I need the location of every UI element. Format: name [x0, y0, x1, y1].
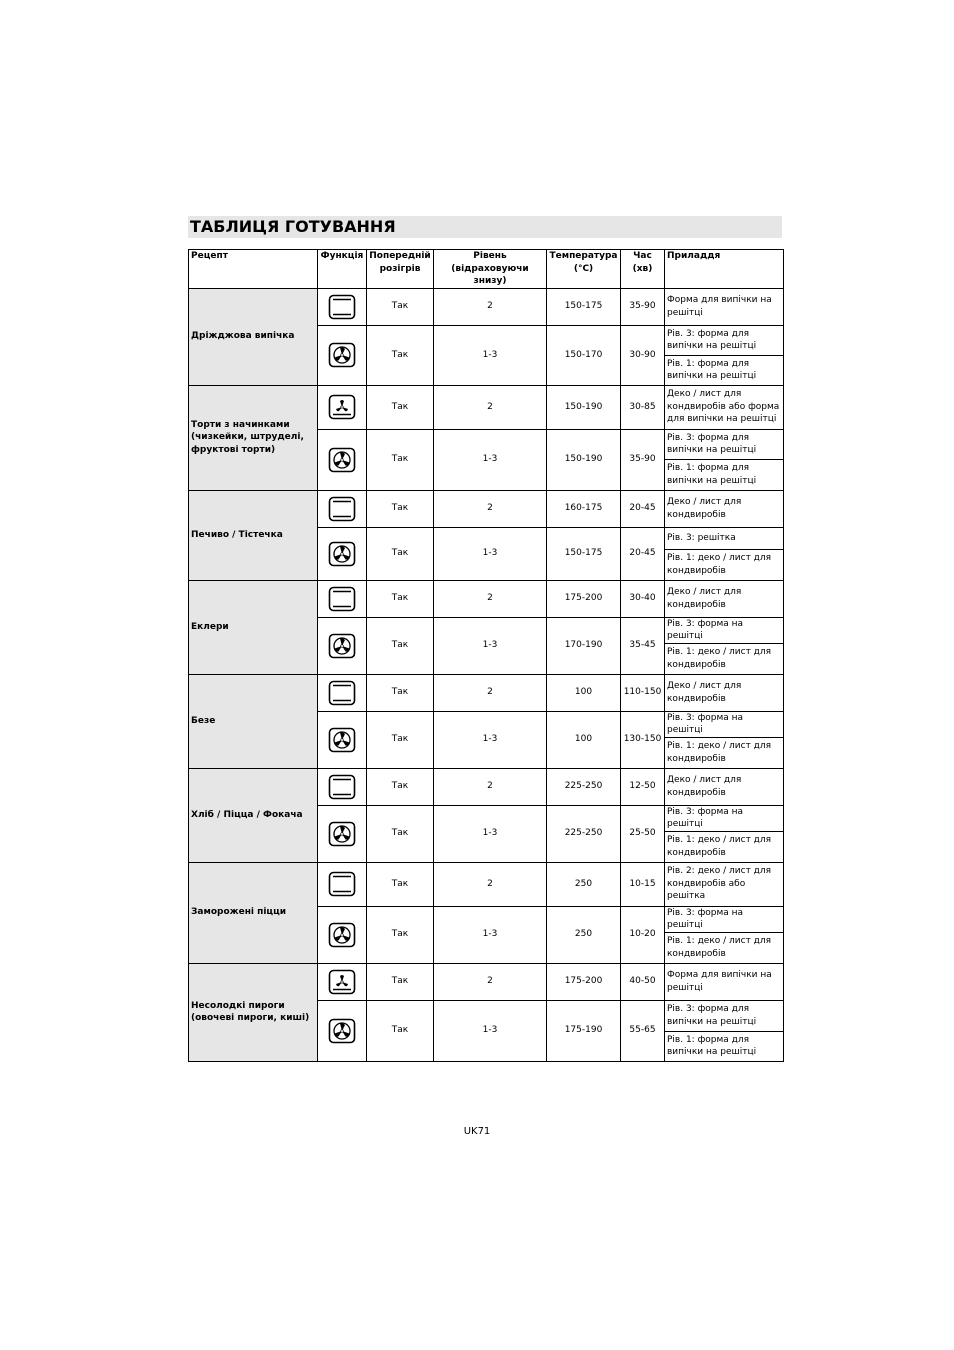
temperature-value: 100: [547, 674, 621, 711]
temperature-value: 175-200: [547, 963, 621, 1000]
conventional-oven-icon: [328, 680, 356, 706]
table-row: [189, 963, 784, 1000]
accessory-text: Деко / лист для кондвиробів: [665, 674, 784, 711]
temperature-value: 225-250: [547, 805, 621, 862]
preheat-value: Так: [367, 711, 434, 768]
preheat-value: Так: [367, 963, 434, 1000]
fan-forced-icon: [328, 541, 356, 567]
function-cell: [318, 906, 367, 963]
accessory-text: Рів. 1: деко / лист для кондвиробів: [665, 549, 784, 580]
temperature-value: 225-250: [547, 768, 621, 805]
time-value: 35-45: [621, 617, 665, 674]
time-value: 35-90: [621, 288, 665, 325]
level-value: 2: [434, 963, 547, 1000]
level-value: 1-3: [434, 325, 547, 385]
preheat-value: Так: [367, 862, 434, 906]
page-title: ТАБЛИЦЯ ГОТУВАННЯ: [190, 217, 396, 236]
preheat-value: Так: [367, 385, 434, 429]
function-cell: [318, 527, 367, 580]
conventional-oven-icon: [328, 774, 356, 800]
function-cell: [318, 288, 367, 325]
accessory-text: Рів. 1: форма для випічки на решітці: [665, 459, 784, 490]
temperature-value: 250: [547, 906, 621, 963]
recipe-name: Печиво / Тістечка: [189, 490, 318, 580]
level-value: 1-3: [434, 711, 547, 768]
function-cell: [318, 674, 367, 711]
level-value: 2: [434, 674, 547, 711]
accessory-text: Рів. 1: деко / лист для кондвиробів: [665, 831, 784, 862]
temperature-value: 150-190: [547, 385, 621, 429]
page-number: UK71: [463, 1126, 491, 1137]
time-value: 10-15: [621, 862, 665, 906]
header-recipe: Рецепт: [189, 250, 318, 289]
time-value: 110-150: [621, 674, 665, 711]
recipe-name: Торти з начинками (чизкейки, штруделі, фруктові торти): [189, 385, 318, 490]
level-value: 1-3: [434, 429, 547, 490]
time-value: 30-90: [621, 325, 665, 385]
accessory-text: Деко / лист для кондвиробів: [665, 490, 784, 527]
recipe-name: Хліб / Піцца / Фокача: [189, 768, 318, 862]
accessory-text: Рів. 3: форма для випічки на решітці: [665, 1000, 784, 1031]
level-value: 1-3: [434, 805, 547, 862]
accessory-text: Форма для випічки на решітці: [665, 288, 784, 325]
fan-forced-icon: [328, 633, 356, 659]
temperature-value: 100: [547, 711, 621, 768]
convection-bake-icon: [328, 969, 356, 995]
time-value: 30-85: [621, 385, 665, 429]
section-title-bar: [188, 216, 782, 238]
fan-forced-icon: [328, 342, 356, 368]
accessory-text: Рів. 1: форма для випічки на решітці: [665, 1031, 784, 1061]
time-value: 35-90: [621, 429, 665, 490]
function-cell: [318, 805, 367, 862]
accessory-text: Форма для випічки на решітці: [665, 963, 784, 1000]
table-row: [189, 768, 784, 805]
temperature-value: 170-190: [547, 617, 621, 674]
time-value: 130-150: [621, 711, 665, 768]
temperature-value: 160-175: [547, 490, 621, 527]
level-value: 1-3: [434, 1000, 547, 1061]
time-value: 55-65: [621, 1000, 665, 1061]
temperature-value: 150-170: [547, 325, 621, 385]
preheat-value: Так: [367, 580, 434, 617]
table-header-row: [189, 250, 784, 289]
table-row: [189, 674, 784, 711]
function-cell: [318, 385, 367, 429]
fan-forced-icon: [328, 821, 356, 847]
accessory-text: Рів. 3: форма на решітці: [665, 805, 784, 831]
conventional-oven-icon: [328, 496, 356, 522]
accessory-text: Рів. 3: форма на решітці: [665, 906, 784, 932]
level-value: 2: [434, 490, 547, 527]
temperature-value: 150-175: [547, 288, 621, 325]
table-row: [189, 385, 784, 429]
header-accessories: Приладдя: [665, 250, 784, 289]
preheat-value: Так: [367, 429, 434, 490]
function-cell: [318, 1000, 367, 1061]
level-value: 2: [434, 385, 547, 429]
accessory-text: Рів. 3: форма на решітці: [665, 711, 784, 737]
preheat-value: Так: [367, 617, 434, 674]
accessory-text: Рів. 2: деко / лист для кондвиробів або решітка: [665, 862, 784, 906]
fan-forced-icon: [328, 1018, 356, 1044]
preheat-value: Так: [367, 805, 434, 862]
table-row: [189, 490, 784, 527]
recipe-name: Дріжджова випічка: [189, 288, 318, 385]
time-value: 12-50: [621, 768, 665, 805]
function-cell: [318, 862, 367, 906]
accessory-text: Рів. 3: решітка: [665, 527, 784, 549]
accessory-text: Рів. 3: форма на решітці: [665, 617, 784, 643]
table-row: [189, 862, 784, 906]
level-value: 1-3: [434, 906, 547, 963]
accessory-text: Рів. 1: деко / лист для кондвиробів: [665, 737, 784, 768]
accessory-text: Деко / лист для кондвиробів: [665, 768, 784, 805]
accessory-text: Рів. 3: форма для випічки на решітці: [665, 325, 784, 355]
level-value: 2: [434, 768, 547, 805]
preheat-value: Так: [367, 768, 434, 805]
preheat-value: Так: [367, 288, 434, 325]
fan-forced-icon: [328, 727, 356, 753]
function-cell: [318, 768, 367, 805]
level-value: 2: [434, 862, 547, 906]
accessory-text: Деко / лист для кондвиробів: [665, 580, 784, 617]
accessory-text: Деко / лист для кондвиробів або форма для випічки на решітці: [665, 385, 784, 429]
temperature-value: 175-200: [547, 580, 621, 617]
function-cell: [318, 490, 367, 527]
function-cell: [318, 325, 367, 385]
level-value: 2: [434, 288, 547, 325]
accessory-text: Рів. 1: деко / лист для кондвиробів: [665, 932, 784, 963]
conventional-oven-icon: [328, 294, 356, 320]
header-function: Функція: [318, 250, 367, 289]
cooking-table: [188, 249, 784, 1062]
table-row: [189, 288, 784, 325]
fan-forced-icon: [328, 447, 356, 473]
temperature-value: 150-190: [547, 429, 621, 490]
table-row: [189, 580, 784, 617]
temperature-value: 150-175: [547, 527, 621, 580]
header-level: Рівень (відраховуючи знизу): [434, 250, 547, 289]
preheat-value: Так: [367, 325, 434, 385]
accessory-text: Рів. 1: деко / лист для кондвиробів: [665, 643, 784, 674]
recipe-name: Несолодкі пироги (овочеві пироги, киші): [189, 963, 318, 1061]
recipe-name: Безе: [189, 674, 318, 768]
preheat-value: Так: [367, 674, 434, 711]
preheat-value: Так: [367, 906, 434, 963]
time-value: 20-45: [621, 490, 665, 527]
function-cell: [318, 429, 367, 490]
recipe-name: Заморожені піцци: [189, 862, 318, 963]
recipe-name: Еклери: [189, 580, 318, 674]
temperature-value: 175-190: [547, 1000, 621, 1061]
header-time: Час (хв): [621, 250, 665, 289]
header-preheat: Попередній розігрів: [367, 250, 434, 289]
function-cell: [318, 963, 367, 1000]
temperature-value: 250: [547, 862, 621, 906]
convection-bake-icon: [328, 394, 356, 420]
fan-forced-icon: [328, 922, 356, 948]
time-value: 40-50: [621, 963, 665, 1000]
level-value: 2: [434, 580, 547, 617]
level-value: 1-3: [434, 527, 547, 580]
accessory-text: Рів. 1: форма для випічки на решітці: [665, 355, 784, 385]
header-temperature: Температура (°C): [547, 250, 621, 289]
time-value: 25-50: [621, 805, 665, 862]
level-value: 1-3: [434, 617, 547, 674]
preheat-value: Так: [367, 527, 434, 580]
accessory-text: Рів. 3: форма для випічки на решітці: [665, 429, 784, 459]
conventional-oven-icon: [328, 871, 356, 897]
time-value: 10-20: [621, 906, 665, 963]
preheat-value: Так: [367, 490, 434, 527]
time-value: 30-40: [621, 580, 665, 617]
conventional-oven-icon: [328, 586, 356, 612]
function-cell: [318, 711, 367, 768]
function-cell: [318, 617, 367, 674]
time-value: 20-45: [621, 527, 665, 580]
preheat-value: Так: [367, 1000, 434, 1061]
function-cell: [318, 580, 367, 617]
